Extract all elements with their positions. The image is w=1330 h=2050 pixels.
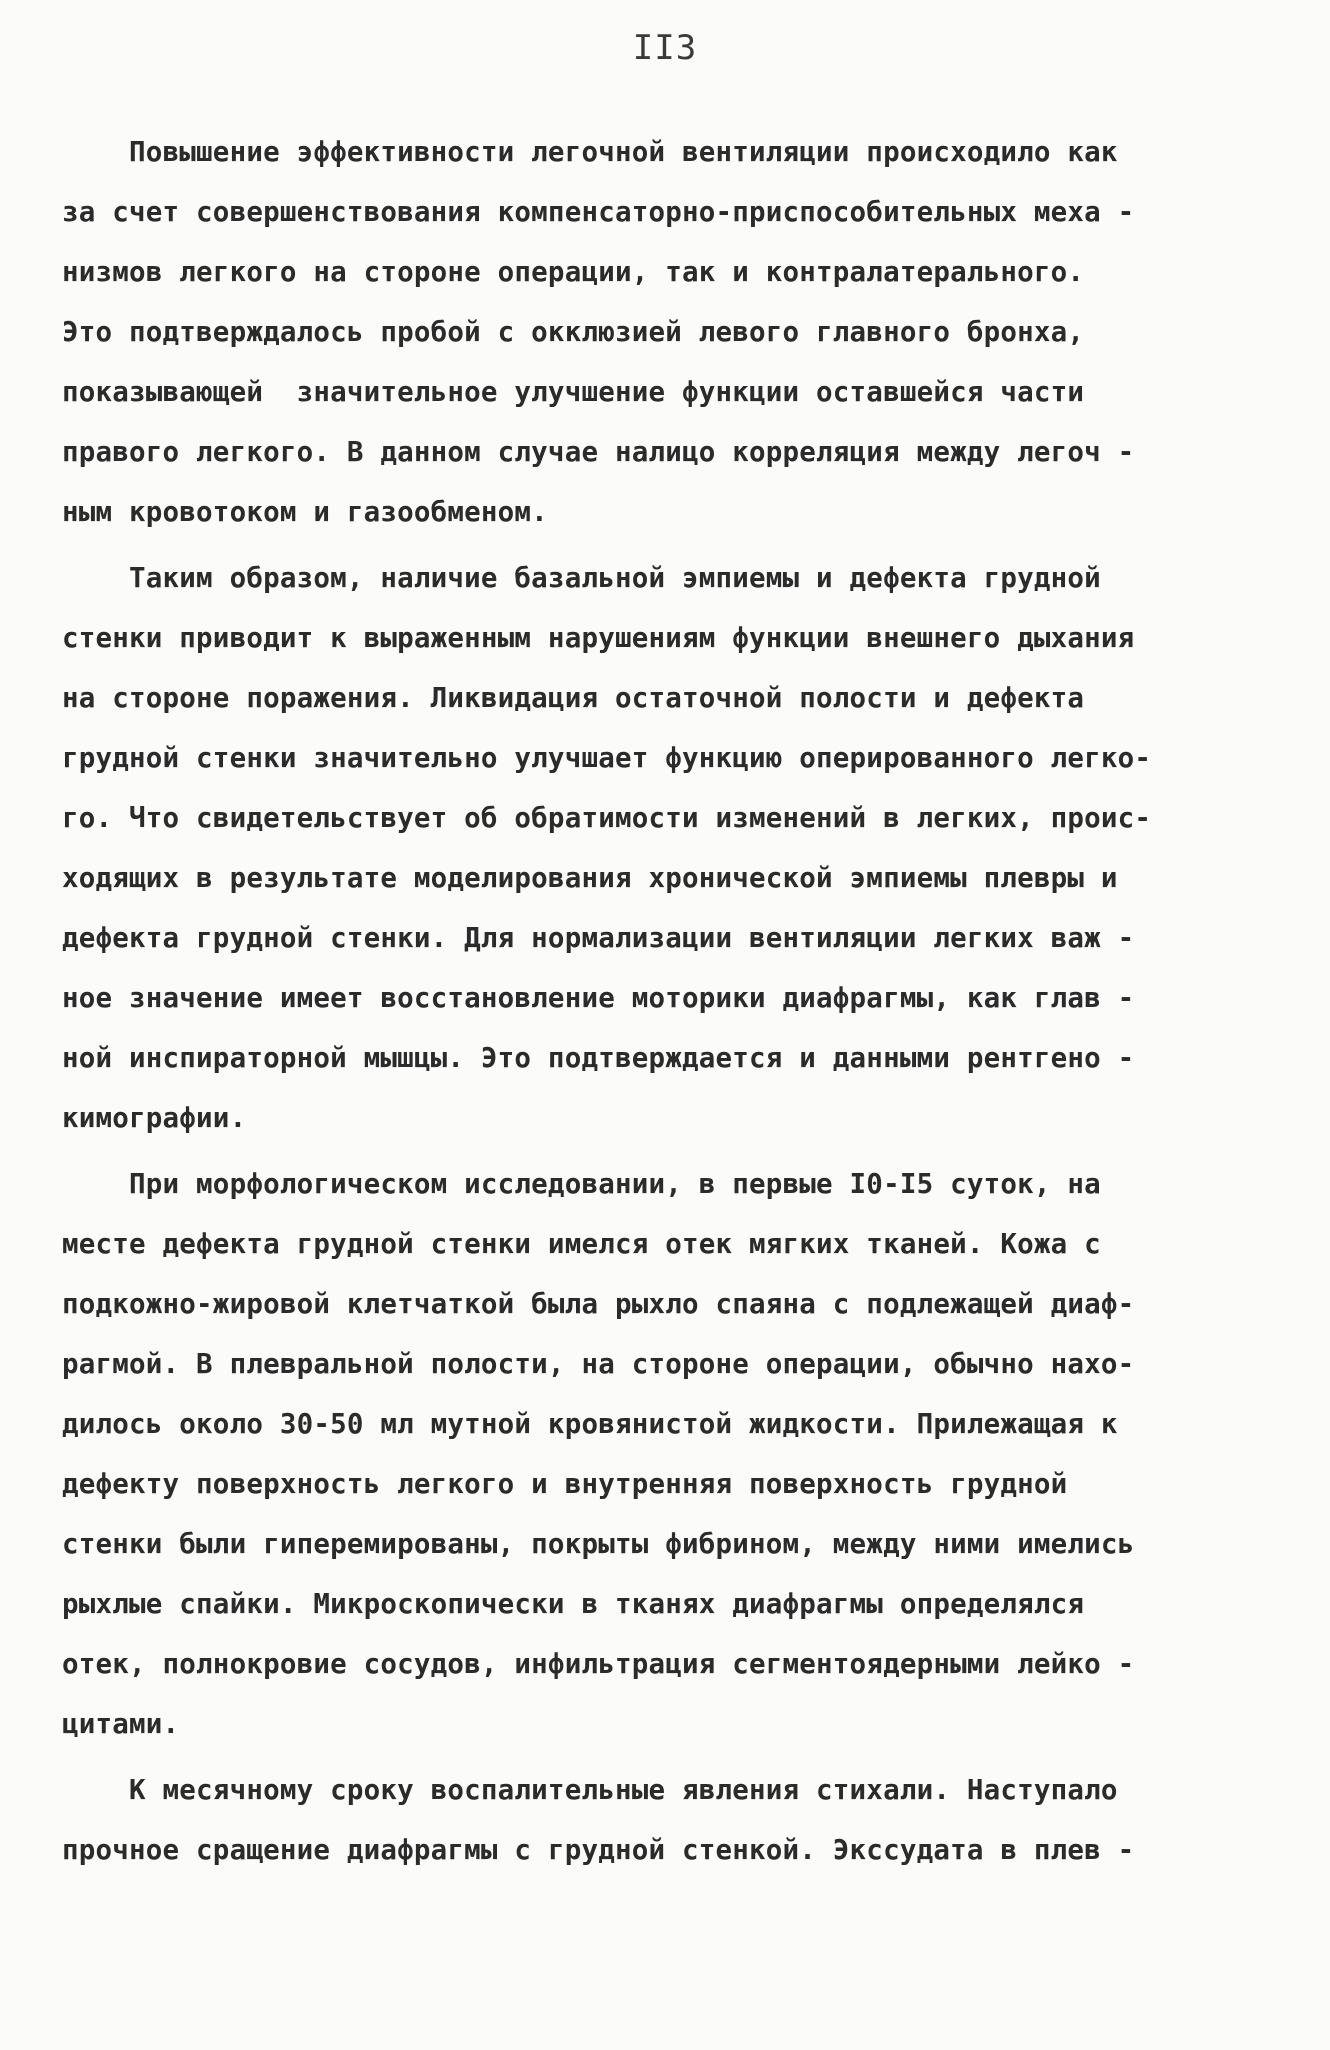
text-line: правого легкого. В данном случае налицо корреляция между легоч - [62, 436, 1135, 468]
text-line: дефекта грудной стенки. Для нормализации вентиляции легких важ - [62, 922, 1135, 954]
text-line: ходящих в результате моделирования хронической эмпиемы плевры и [62, 862, 1118, 894]
text-line: дилось около 30-50 мл мутной кровянистой жидкости. Прилежащая к [62, 1408, 1118, 1440]
text-line: Это подтверждалось пробой с окклюзией левого главного бронха, [62, 316, 1085, 348]
text-line: Повышение эффективности легочной вентиляции происходило как [62, 136, 1118, 168]
page-number: II3 [632, 28, 698, 68]
text-line: ным кровотоком и газообменом. [62, 496, 548, 528]
text-line: на стороне поражения. Ликвидация остаточной полости и дефекта [62, 682, 1085, 714]
text-line: месте дефекта грудной стенки имелся отек мягких тканей. Кожа с [62, 1228, 1101, 1260]
text-line: низмов легкого на стороне операции, так и контралатерального. [62, 256, 1085, 288]
text-line: показывающей значительное улучшение функции оставшейся части [62, 376, 1085, 408]
text-line: кимографии. [62, 1102, 247, 1134]
text-line: стенки были гиперемированы, покрыты фибрином, между ними имелись [62, 1528, 1135, 1560]
text-line: го. Что свидетельствует об обратимости изменений в легких, проис- [62, 802, 1152, 834]
text-line: стенки приводит к выраженным нарушениям функции внешнего дыхания [62, 622, 1135, 654]
text-line: грудной стенки значительно улучшает функцию оперированного легко- [62, 742, 1152, 774]
text-line: Таким образом, наличие базальной эмпиемы и дефекта грудной [62, 562, 1101, 594]
text-line: рыхлые спайки. Микроскопически в тканях диафрагмы определялся [62, 1588, 1085, 1620]
text-line: прочное сращение диафрагмы с грудной стенкой. Экссудата в плев - [62, 1834, 1135, 1866]
text-line: отек, полнокровие сосудов, инфильтрация сегментоядерными лейко - [62, 1648, 1135, 1680]
text-line: за счет совершенствования компенсаторно-приспособительных меха - [62, 196, 1135, 228]
text-line: ное значение имеет восстановление моторики диафрагмы, как глав - [62, 982, 1135, 1014]
text-line: ной инспираторной мышцы. Это подтверждается и данными рентгено - [62, 1042, 1135, 1074]
text-line: цитами. [62, 1708, 180, 1740]
text-line: К месячному сроку воспалительные явления стихали. Наступало [62, 1774, 1118, 1806]
text-line: рагмой. В плевральной полости, на стороне операции, обычно нахо- [62, 1348, 1135, 1380]
text-line: дефекту поверхность легкого и внутренняя поверхность грудной [62, 1468, 1068, 1500]
text-line: При морфологическом исследовании, в первые I0-I5 суток, на [62, 1168, 1101, 1200]
text-line: подкожно-жировой клетчаткой была рыхло спаяна с подлежащей диаф- [62, 1288, 1135, 1320]
